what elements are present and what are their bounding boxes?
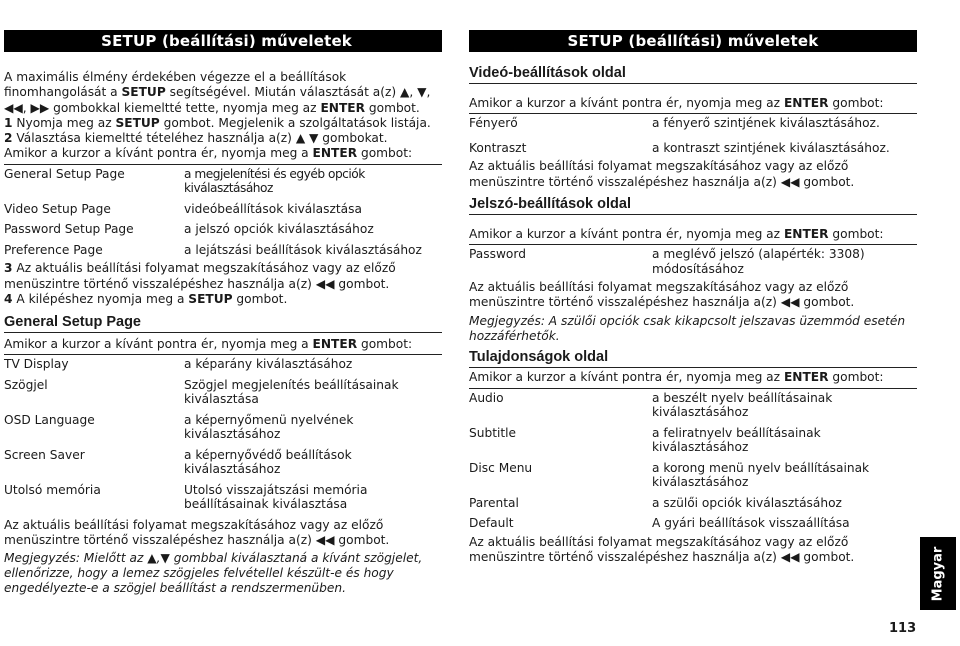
table-row (4, 376, 442, 411)
section-heading-preferences: Tulajdonságok oldal (469, 348, 917, 368)
step-text: Az aktuális beállítási folyamat megszakításához vagy az előző menüszintre történő visszalépéshez használja a(z) ◀◀ gombot. (4, 261, 396, 291)
menu-item-name: General Setup Page (4, 166, 125, 181)
menu-item-desc: a megjelenítési és egyéb opciók kiválasztásához (184, 166, 365, 196)
enter-instruction (469, 370, 917, 385)
instruction-text: gombot: (828, 370, 884, 385)
option-name: Audio (469, 390, 504, 405)
step-text: gombot. (232, 291, 288, 306)
general-setup-table (4, 355, 442, 516)
option-desc: A gyári beállítások visszaállítása (652, 516, 850, 531)
enter-keyword: ENTER (320, 100, 365, 115)
table-row (4, 355, 442, 376)
instruction-text: Amikor a kurzor a kívánt pontra ér, nyomja meg az (469, 370, 784, 385)
option-desc: a képernyővédő beállítások kiválasztásához (184, 447, 352, 477)
instruction-text: gombot: (828, 96, 884, 110)
option-desc: a beszélt nyelv beállításainak kiválasztásához (652, 390, 833, 420)
step-number: 4 (4, 291, 13, 306)
section-heading-general: General Setup Page (4, 313, 442, 333)
page-number: 113 (889, 621, 917, 636)
language-tab (920, 537, 956, 610)
enter-instruction (4, 337, 442, 352)
step-number: 1 (4, 115, 13, 130)
table-row (4, 446, 442, 481)
step-number: 3 (4, 261, 13, 276)
menu-item-name: Password Setup Page (4, 222, 134, 237)
language-tab-label: Magyar (930, 546, 946, 601)
step-text: A kilépéshez nyomja meg a (12, 291, 189, 306)
table-row (469, 424, 917, 459)
table-row (4, 200, 442, 221)
option-desc: Utolsó visszajátszási memória beállításainak kiválasztása (184, 482, 368, 512)
step-1 (4, 116, 442, 131)
table-row (469, 389, 917, 424)
video-setup-table (469, 114, 917, 159)
menu-item-desc: videóbeállítások kiválasztása (184, 201, 362, 216)
abort-instruction: Az aktuális beállítási folyamat megszakításához vagy az előző menüszintre történő visszalépéshez használja a(z) ◀◀ gombot. (4, 517, 390, 548)
step-text: Nyomja meg az (12, 115, 116, 130)
option-name: Subtitle (469, 425, 517, 440)
table-row (4, 220, 442, 241)
option-desc: a képernyőmenü nyelvének kiválasztásához (184, 412, 354, 442)
section-heading-password: Jelszó-beállítások oldal (469, 195, 917, 215)
instruction-text: Amikor a kurzor a kívánt pontra ér, nyomja meg az (469, 226, 784, 241)
option-name: Fényerő (469, 116, 518, 131)
right-column (469, 30, 917, 565)
menu-item-name: Video Setup Page (4, 201, 111, 216)
option-desc: a képarány kiválasztásához (184, 357, 353, 372)
table-row (4, 411, 442, 446)
note: Megjegyzés: A szülői opciók csak kikapcsolt jelszavas üzemmód esetén hozzáférhetők. (469, 313, 906, 344)
step-2 (4, 131, 442, 146)
instruction-text: Amikor a kurzor a kívánt pontra ér, nyomja meg a (4, 146, 313, 161)
option-name: Szögjel (4, 377, 48, 392)
table-row (469, 494, 917, 515)
menu-item-desc: a lejátszási beállítások kiválasztásához (184, 242, 422, 257)
option-name: Parental (469, 495, 519, 510)
option-name: Screen Saver (4, 447, 85, 462)
step-text: gombot. Megjelenik a szolgáltatások listája. (159, 115, 431, 130)
intro-text: gombot. (365, 100, 420, 115)
table-row (4, 241, 442, 262)
table-row (469, 459, 917, 494)
option-desc: Szögjel megjelenítés beállításainak kiválasztása (184, 377, 399, 407)
instruction-text: Amikor a kurzor a kívánt pontra ér, nyomja meg az (469, 96, 784, 110)
intro-text: A maximális élmény érdekében végezze el a beállítások finomhangolását a (4, 70, 347, 100)
preferences-table (469, 389, 917, 535)
setup-menu-table (4, 165, 442, 262)
option-name: Password (469, 247, 526, 262)
setup-keyword: SETUP (115, 115, 160, 130)
step-4 (4, 292, 442, 307)
left-column (4, 30, 442, 596)
intro-paragraph (4, 70, 442, 116)
enter-instruction (469, 227, 917, 242)
option-desc: a szülői opciók kiválasztásához (652, 495, 842, 510)
table-row (4, 165, 442, 200)
enter-keyword: ENTER (312, 337, 358, 352)
enter-keyword: ENTER (783, 226, 829, 241)
option-name: OSD Language (4, 412, 95, 427)
abort-instruction: Az aktuális beállítási folyamat megszakításához vagy az előző menüszintre történő visszalépéshez használja a(z) ◀◀ gombot. (469, 280, 855, 310)
setup-keyword: SETUP (121, 85, 166, 100)
option-desc: a kontraszt szintjének kiválasztásához. (652, 140, 890, 155)
option-name: TV Display (4, 357, 69, 372)
option-desc: a feliratnyelv beállításainak kiválasztásához (652, 425, 821, 455)
abort-instruction: Az aktuális beállítási folyamat megszakításához vagy az előző menüszintre történő visszalépéshez használja a(z) ◀◀ gombot. (469, 534, 855, 564)
menu-item-desc: a jelszó opciók kiválasztásához (184, 222, 374, 237)
step-3 (4, 261, 442, 292)
option-name: Default (469, 516, 514, 531)
password-setup-table (469, 245, 917, 280)
enter-instruction (469, 96, 917, 111)
enter-instruction (4, 146, 442, 161)
option-desc: a korong menü nyelv beállításainak kiválasztásához (652, 460, 870, 490)
option-desc: a meglévő jelszó (alapérték: 3308) módosításához (652, 247, 865, 276)
table-row (469, 114, 917, 139)
option-name: Kontraszt (469, 140, 527, 155)
menu-item-name: Preference Page (4, 242, 103, 257)
note: Megjegyzés: Mielőtt az ▲,▼ gombbal kiválasztaná a kívánt szögjelet, ellenőrizze, hogy a lemez szögjeles felvétellel készült-e és hogy engedélyezte-e a szögjel beállítást a rendszermenüben. (4, 550, 423, 596)
step-text: Választása kiemeltté tételéhez használja a(z) ▲ ▼ gombokat. (12, 131, 388, 146)
instruction-text: gombot: (357, 337, 413, 352)
instruction-text: gombot: (357, 146, 413, 161)
enter-keyword: ENTER (783, 96, 829, 110)
table-row (469, 514, 917, 535)
intro-text: segítségével. Miután választását a(z) ▲, ▼, ◀◀, ▶▶ gombokkal kiemeltté tette, nyomja meg az (4, 85, 431, 115)
option-name: Disc Menu (469, 460, 533, 475)
enter-keyword: ENTER (783, 370, 829, 385)
option-name: Utolsó memória (4, 482, 101, 497)
step-number: 2 (4, 131, 13, 146)
abort-instruction: Az aktuális beállítási folyamat megszakításához vagy az előző menüszintre történő visszalépéshez használja a(z) ◀◀ gombot. (469, 159, 855, 189)
section-heading-video: Videó-beállítások oldal (469, 64, 917, 84)
table-row (469, 245, 917, 280)
table-row (4, 481, 442, 516)
left-banner: SETUP (beállítási) műveletek (4, 30, 442, 52)
instruction-text: gombot: (828, 226, 884, 241)
right-banner: SETUP (beállítási) műveletek (469, 30, 917, 52)
option-desc: a fényerő szintjének kiválasztásához. (652, 116, 880, 131)
instruction-text: Amikor a kurzor a kívánt pontra ér, nyomja meg a (4, 337, 313, 352)
table-row (469, 139, 917, 160)
enter-keyword: ENTER (312, 146, 358, 161)
setup-keyword: SETUP (188, 291, 233, 306)
